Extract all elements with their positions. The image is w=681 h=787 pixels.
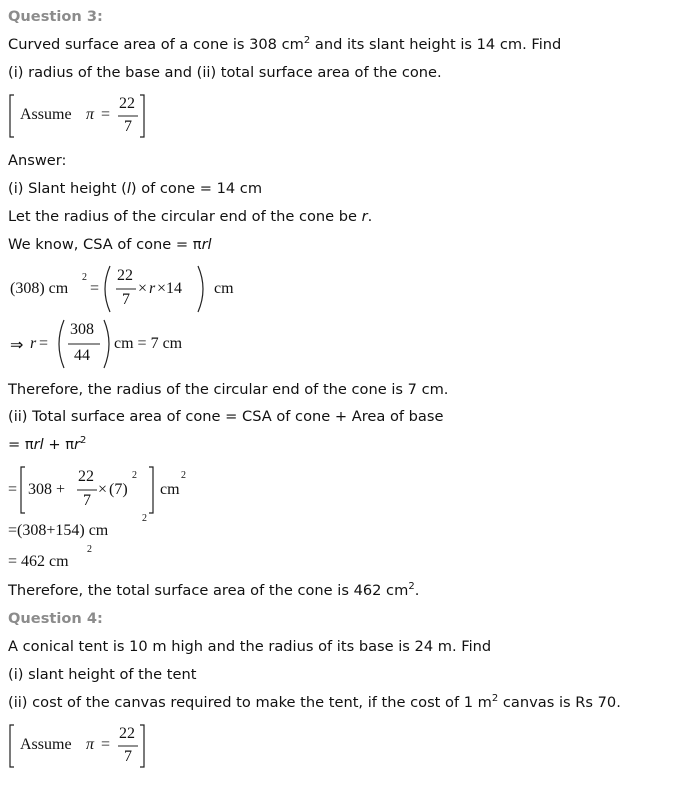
eq4-expression: =(308+154) cm [8, 522, 109, 539]
step-text: = π [8, 436, 34, 453]
assume-label: Assume [20, 106, 72, 123]
variable-l: l [126, 180, 131, 197]
step-text: + π [43, 436, 75, 453]
times-sign: × [98, 481, 108, 498]
equals-sign: = [8, 481, 18, 498]
superscript-2: 2 [408, 581, 415, 593]
equation-radius-solution [8, 318, 208, 370]
variable-r: r [361, 208, 368, 225]
fraction-denominator: 7 [83, 492, 91, 509]
equals-sign: = [101, 736, 111, 753]
tsa-conclusion [8, 582, 419, 600]
q3-assume-pi-box [8, 92, 148, 140]
eq5-expression: = 462 cm [8, 553, 69, 570]
pi-symbol: π [86, 106, 95, 123]
fraction-numerator: 22 [119, 95, 135, 112]
q4-line3-part-a: (ii) cost of the canvas required to make the tent, if the cost of 1 m [8, 694, 492, 711]
unit-cm: cm [160, 481, 180, 498]
equation-csa-substitution: (308) cm 2 = 22 7 × r ×14 cm [8, 264, 268, 314]
eq1-left-side: (308) cm [10, 280, 69, 297]
step-text: Therefore, the total surface area of the cone is 462 cm [8, 582, 409, 599]
fraction-denominator: 7 [124, 748, 132, 765]
superscript-2: 2 [80, 435, 87, 447]
equals-sign: = [90, 280, 100, 297]
q3-statement-line-2: (i) radius of the base and (ii) total surface area of the cone. [8, 64, 442, 81]
seven-in-parens: (7) [109, 481, 128, 498]
step-text: . [367, 208, 373, 225]
equation-tsa-substitution: = 308 + 22 7 × (7) 2 cm 2 [8, 464, 208, 516]
q3-line1-part-a: Curved surface area of a cone is 308 cm [8, 36, 304, 53]
pi-symbol: π [86, 736, 95, 753]
answer-step-slant-height [8, 180, 262, 198]
q4-assume-pi-box [8, 722, 148, 770]
fraction-numerator: 308 [70, 321, 94, 338]
answer-label: Answer: [8, 152, 67, 169]
step-text: ) of cone = 14 cm [130, 180, 263, 197]
fraction-denominator: 7 [124, 118, 132, 135]
variable-rl: rl [33, 436, 44, 453]
variable-r: r [30, 335, 37, 352]
equals-sign: = [39, 335, 49, 352]
variable-rl: rl [201, 236, 212, 253]
question-3-heading: Question 3: [8, 8, 103, 25]
assume-label: Assume [20, 736, 72, 753]
q4-line3-part-b: canvas is Rs 70. [498, 694, 621, 711]
answer-step-csa-formula [8, 236, 212, 254]
equation-tsa-sum: =(308+154) cm 2 [8, 513, 147, 539]
radius-conclusion: Therefore, the radius of the circular end of the cone is 7 cm. [8, 381, 449, 398]
eq3-308-plus: 308 + [28, 481, 66, 498]
times-sign: × [138, 280, 148, 297]
q4-statement-line-2: (i) slant height of the tent [8, 666, 197, 683]
fraction-numerator: 22 [117, 267, 133, 284]
question-4-heading: Question 4: [8, 610, 103, 627]
step-text: (i) Slant height ( [8, 180, 127, 197]
q3-statement-line-1 [8, 36, 561, 54]
implies-arrow-icon: ⇒ [10, 337, 24, 354]
q4-statement-line-1: A conical tent is 10 m high and the radius of its base is 24 m. Find [8, 638, 492, 655]
times-fourteen: ×14 [157, 280, 183, 297]
equation-tsa-result: = 462 cm 2 [8, 544, 92, 570]
answer-step-radius [8, 208, 372, 226]
equals-sign: = [101, 106, 111, 123]
fraction-denominator: 7 [122, 291, 130, 308]
tsa-formula-line: (ii) Total surface area of cone = CSA of cone + Area of base [8, 408, 444, 425]
q3-line1-part-b: and its slant height is 14 cm. Find [310, 36, 562, 53]
step-text: . [414, 582, 420, 599]
unit-cm: cm [214, 280, 234, 297]
tsa-expression-line [8, 436, 86, 454]
fraction-numerator: 22 [78, 468, 94, 485]
eq2-result: cm = 7 cm [114, 335, 183, 352]
q4-statement-line-3 [8, 694, 621, 712]
variable-r: r [74, 436, 81, 453]
variable-r: r [149, 280, 156, 297]
superscript-2: 2 [303, 35, 311, 47]
fraction-numerator: 22 [119, 725, 135, 742]
step-text: Let the radius of the circular end of the cone be [8, 208, 362, 225]
superscript-2: 2 [491, 693, 499, 705]
step-text: We know, CSA of cone = π [8, 236, 202, 253]
fraction-denominator: 44 [74, 347, 90, 364]
